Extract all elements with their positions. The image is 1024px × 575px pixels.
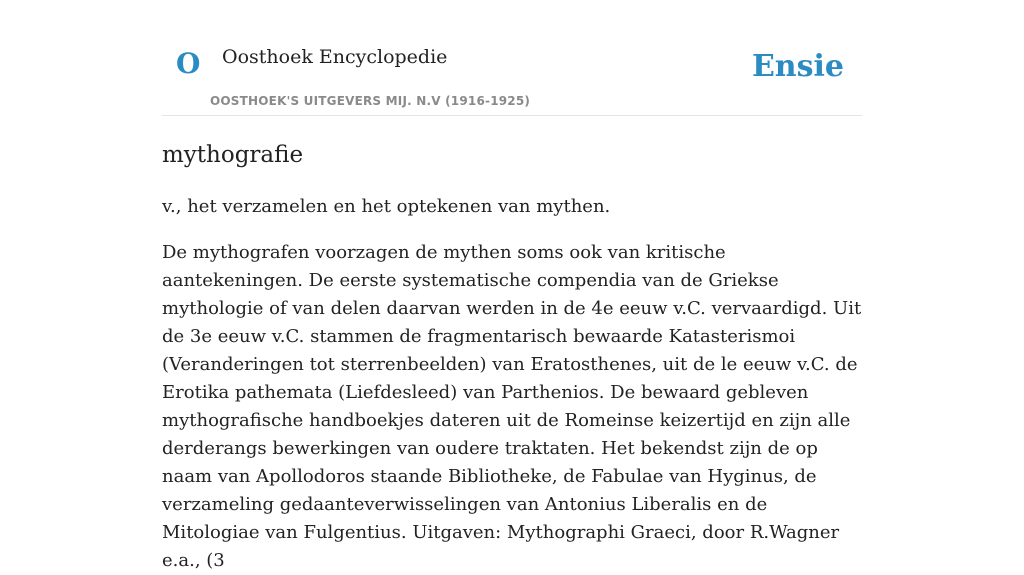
- logo-icon[interactable]: O: [176, 47, 201, 80]
- entry-title: mythografie: [162, 142, 304, 168]
- publisher-label: OOSTHOEK'S UITGEVERS MIJ. N.V (1916-1925): [210, 94, 531, 108]
- page-container: [162, 0, 862, 571]
- site-title[interactable]: Oosthoek Encyclopedie: [222, 46, 448, 68]
- entry-definition: v., het verzamelen en het optekenen van mythen.: [162, 195, 611, 217]
- brand-logo[interactable]: Ensie: [751, 49, 844, 84]
- site-header: [162, 0, 862, 116]
- entry-body: De mythografen voorzagen de mythen soms ook van kritische aantekeningen. De eerste systematische compendia van de Griekse mythologie of van delen daarvan werden in de 4e eeuw v.C. vervaardigd. Uit de 3e eeuw v.C. stammen de fragmentarisch bewaarde Katasterismoi (Veranderingen tot sterrenbeelden) van Eratosthenes, uit de le eeuw v.C. de Erotika pathemata (Liefdesleed) van Parthenios. De bewaard gebleven mythografische handboekjes dateren uit de Romeinse keizertijd en zijn alle derderangs bewerkingen van oudere traktaten. Het bekendst zijn de op naam van Apollodoros staande Bibliotheke, de Fabulae van Hyginus, de verzameling gedaanteverwisselingen van Antonius Liberalis en de Mitologiae van Fulgentius. Uitgaven: Mythographi Graeci, door R.Wagner e.a., (3: [162, 241, 862, 571]
